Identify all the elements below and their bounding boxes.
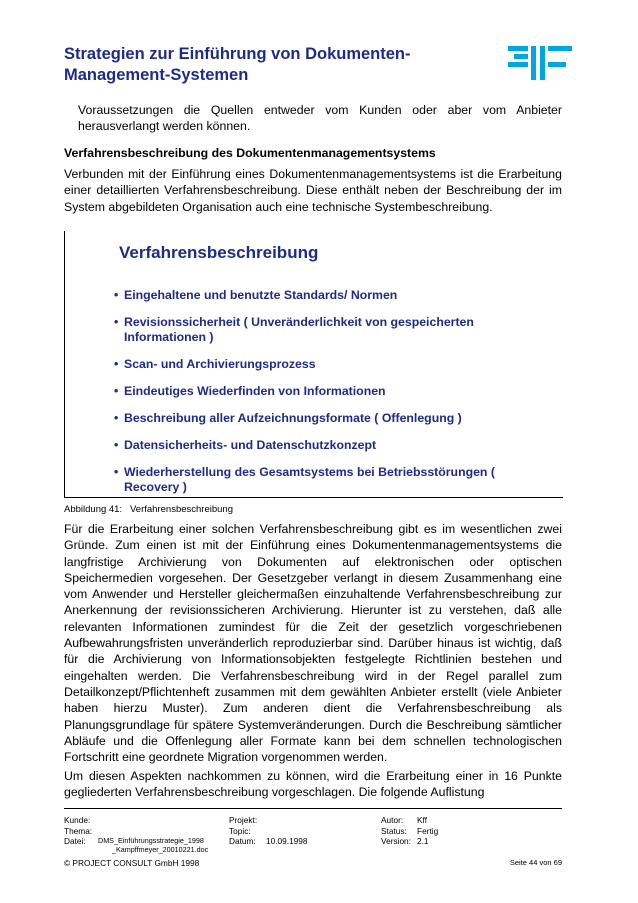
list-item: • Revisionssicherheit ( Unveränderlichkeit von gespeicherten Informationen )	[114, 315, 474, 344]
page-number: Seite 44 von 69	[509, 858, 562, 867]
pc-logo-icon	[508, 46, 574, 80]
list-item: • Wiederherstellung des Gesamtsystems bei Betriebsstörungen ( Recovery )	[114, 465, 495, 494]
figure-title: Verfahrensbeschreibung	[119, 243, 319, 262]
datei-value-1: DMS_Einführungsstrategie_1998	[98, 836, 204, 845]
datum-label: Datum:	[229, 836, 256, 846]
list-item: • Scan- und Archivierungsprozess	[114, 357, 316, 371]
list-item: • Eingehaltene und benutzte Standards/ Normen	[114, 288, 398, 302]
version-value: 2.1	[417, 836, 429, 846]
footer-col-1	[64, 815, 92, 847]
autor-label: Autor:	[381, 815, 404, 825]
datum-value: 10.09.1998	[266, 836, 308, 846]
figure-caption	[64, 504, 233, 515]
caption-text: Verfahrensbeschreibung	[130, 504, 233, 515]
title-line-2: Management-Systemen	[64, 66, 249, 84]
footer-divider	[64, 808, 562, 809]
intro-paragraph: Voraussetzungen die Quellen entweder vom Kunden oder aber vom Anbieter herausverlangt werden können.	[78, 103, 562, 134]
footer-col-2	[229, 815, 257, 847]
autor-value: Kff	[417, 815, 427, 825]
paragraph-1: Verbunden mit der Einführung eines Dokumentenmanagementsystems ist die Erarbeitung einer detaillierten Verfahrensbeschreibung. Diese enthält neben der Beschreibung der im System abgebildeten Organisation auch eine technische Systembeschreibung.	[64, 167, 562, 214]
copyright: © PROJECT CONSULT GmbH 1998	[64, 858, 200, 868]
footer-col-3	[381, 815, 411, 847]
document-title	[64, 44, 464, 86]
list-item: • Eindeutiges Wiederfinden von Informationen	[114, 384, 386, 398]
status-label: Status:	[381, 825, 407, 836]
footer-datei-value	[98, 836, 208, 854]
figure-bullet-list	[114, 288, 544, 507]
paragraph-2: Für die Erarbeitung einer solchen Verfahrensbeschreibung gibt es im wesentlichen zwei Gründe. Zum einen ist mit der Einführung eines Dokumentenmanagementsystems die langfristige Archivierung von Dokumenten auf elektronischen oder optischen Speichermedien vorgesehen. Der Gesetzgeber verlangt in diesem Zusammenhang eine vom Anwender und Hersteller gleichermaßen einzuhaltende Verfahrensbeschreibung zur Anerkennung der revisionssicheren Archivierung. Hierunter ist zu verstehen, daß alle relevanten Informationen zumindest für die Zeit der gesetzlich vorgeschriebenen Aufbewahrungsfristen unveränderlich reproduzierbar sind. Darüber hinaus ist wichtig, daß für die Archivierung von Informationsobjekten festgelegte Richtlinien bestehen und eingehalten werden. Die Verfahrensbeschreibung wird in der Regel parallel zum Detailkonzept/Pflichtenheft zusammen mit dem gewählten Anbieter erstellt (viele Anbieter haben hierzu Muster). Zum anderen dient die Verfahrensbeschreibung als Planungsgrundlage für spätere Systemveränderungen. Durch die Beschreibung sämtlicher Abläufe und die Offenlegung aller Formate kann bei dem schnellen technologischen Fortschritt eine geordnete Migration vorgenommen werden.	[64, 522, 562, 765]
caption-label: Abbildung 41:	[64, 504, 123, 515]
footer-col-4	[417, 815, 438, 847]
datei-value-2: _Kampffmeyer_20010221.doc	[112, 845, 209, 854]
projekt-label: Projekt:	[229, 815, 258, 825]
section-heading: Verfahrensbeschreibung des Dokumentenmanagementsystems	[64, 146, 436, 160]
thema-label: Thema:	[64, 825, 93, 836]
version-label: Version:	[381, 836, 411, 846]
paragraph-3: Um diesen Aspekten nachkommen zu können, wird die Erarbeitung einer in 16 Punkte gegliederten Verfahrensbeschreibung vorgeschlagen. Die folgende Auflistung	[64, 769, 562, 800]
topic-label: Topic:	[229, 825, 251, 836]
datei-label: Datei:	[64, 836, 86, 846]
list-item: • Datensicherheits- und Datenschutzkonzept	[114, 438, 377, 452]
status-value: Fertig	[417, 825, 439, 836]
kunde-label: Kunde:	[64, 815, 91, 825]
title-line-1: Strategien zur Einführung von Dokumenten-	[64, 45, 411, 63]
list-item: • Beschreibung aller Aufzeichnungsformate ( Offenlegung )	[114, 411, 462, 425]
